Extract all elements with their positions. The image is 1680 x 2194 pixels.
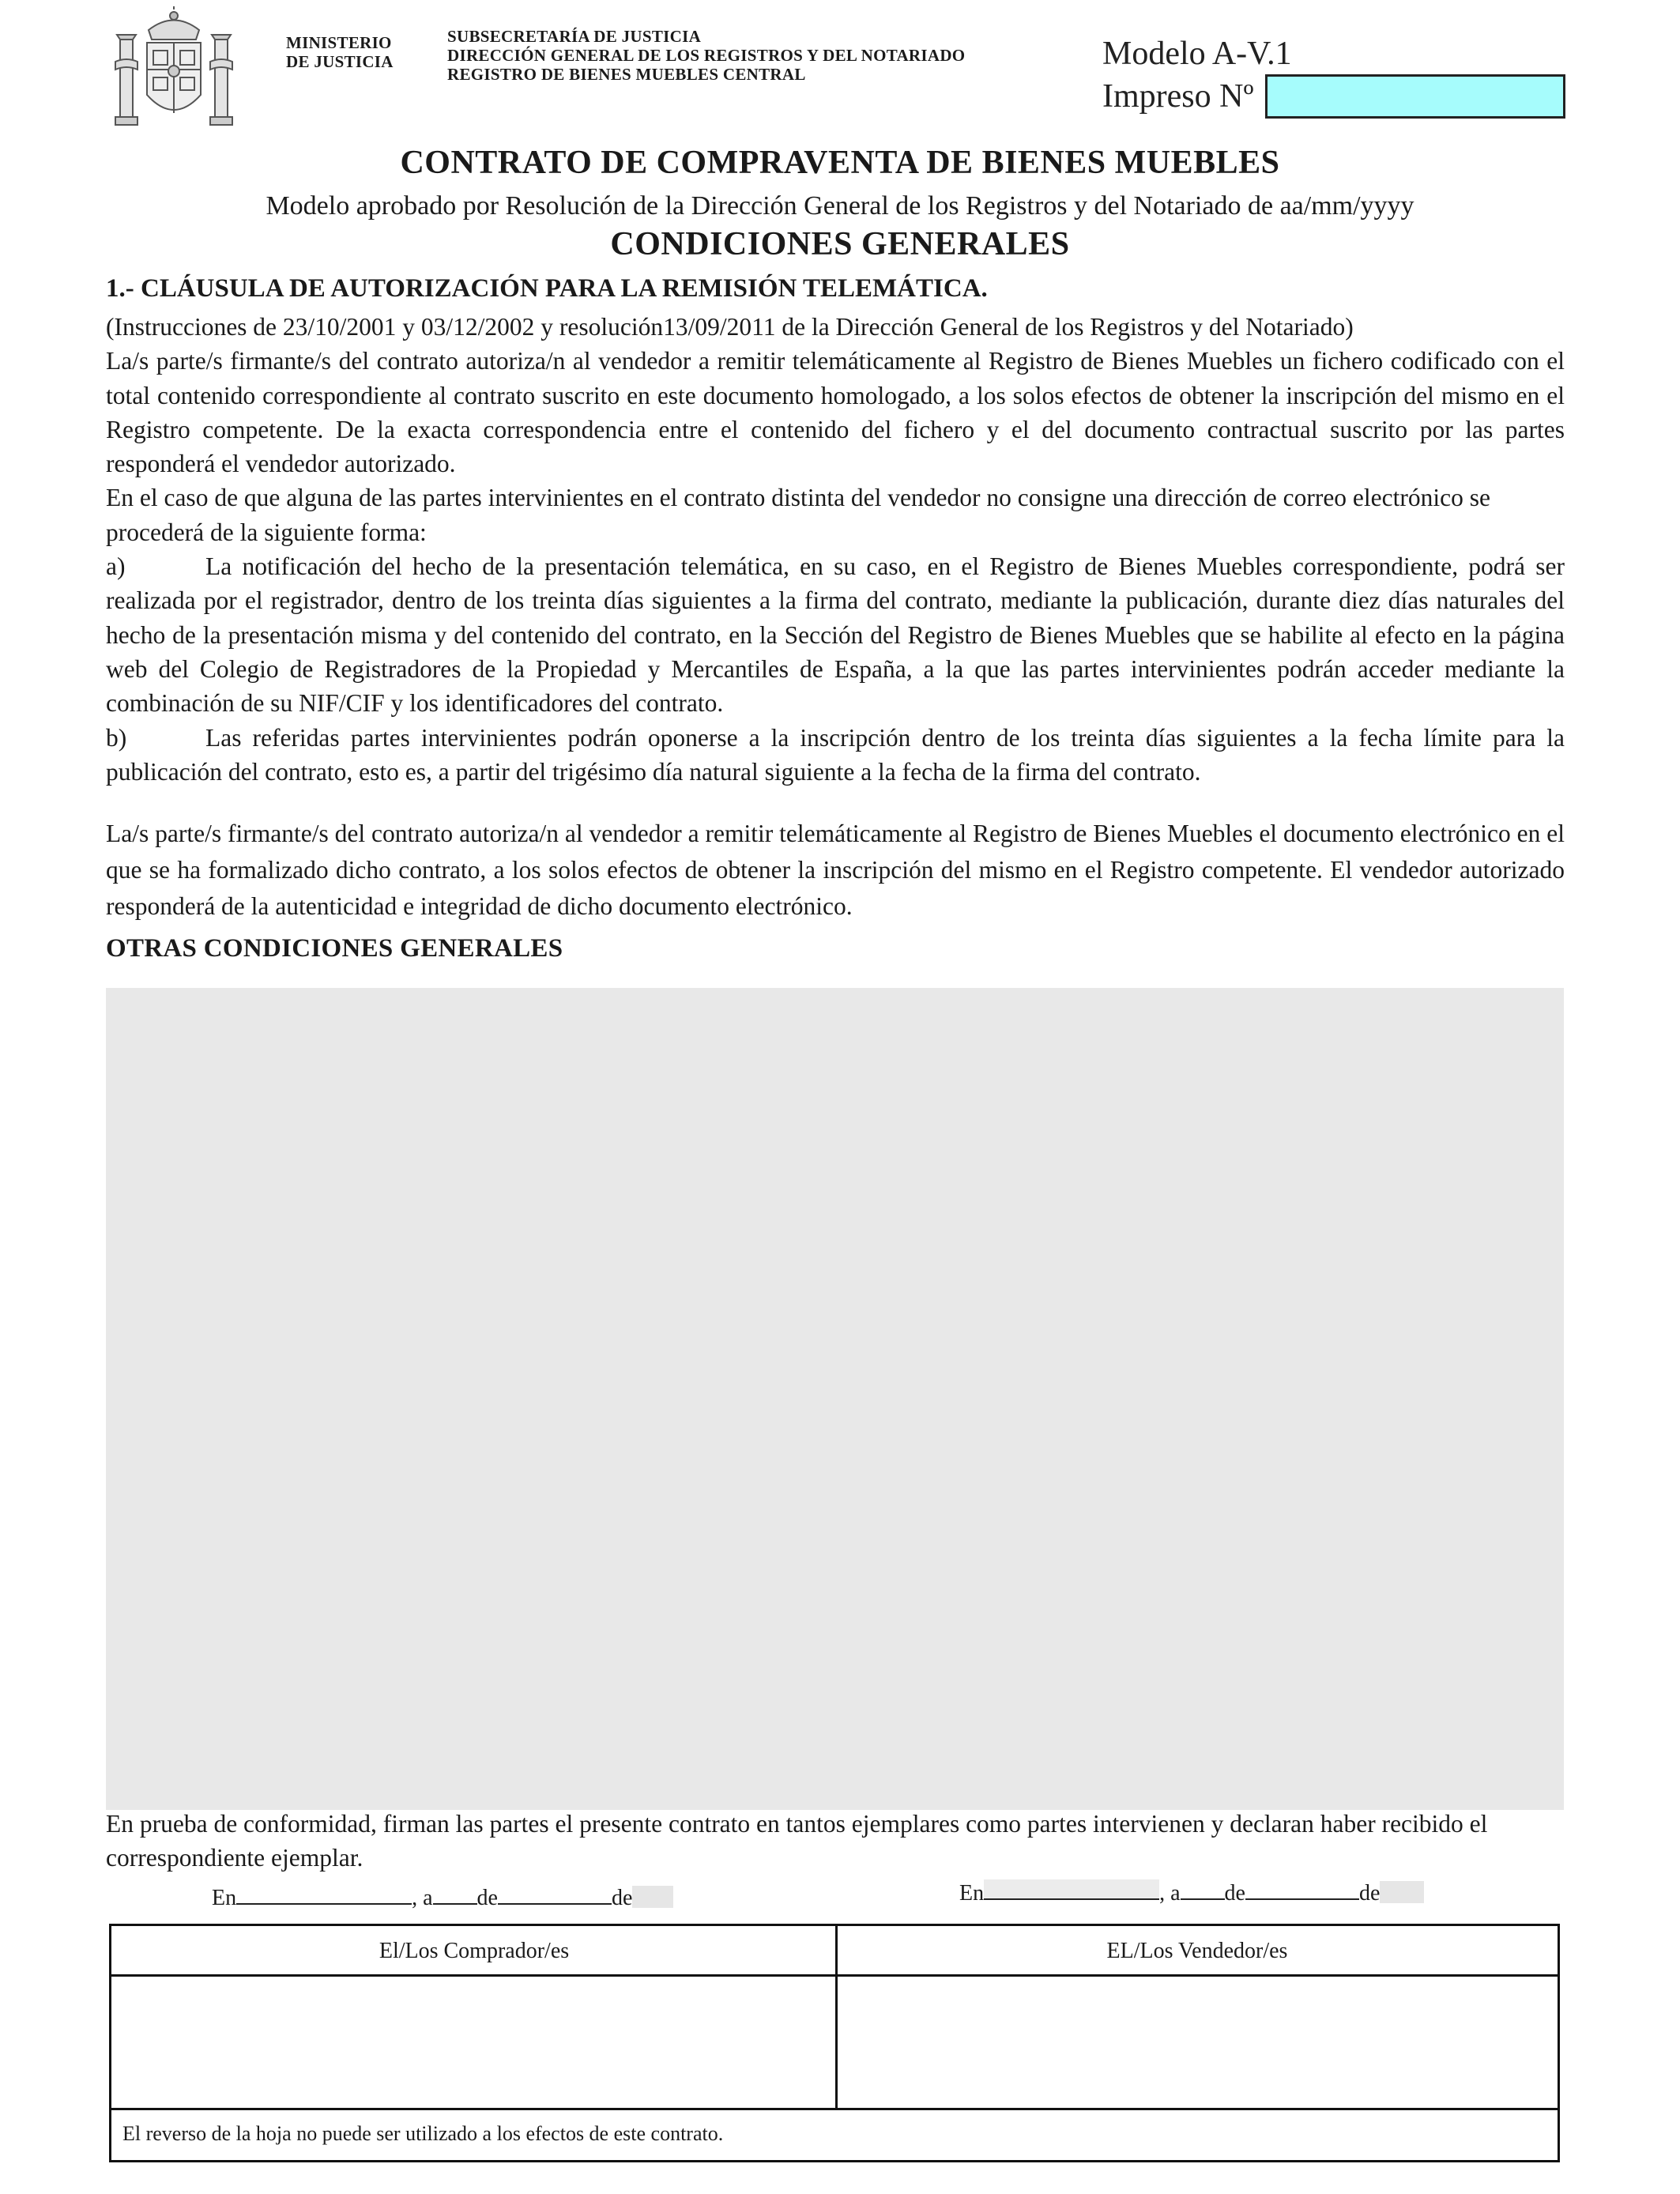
item-a-text: La notificación del hecho de la presentación telemática, en su caso, en el Registro de Bienes Muebles correspondiente, podrá ser realizada por el registrador, dentro de los treinta días siguientes a la firma del contrato, mediante la publicación, durante diez días naturales del hecho de la presentación misma y del contenido del contrato, en la Sección del Registro de Bienes Muebles que se habilite al efecto en la página web del Colegio de Registradores de la Propiedad y Mercantiles de España, a la que las partes intervinientes podrán acceder mediante la combinación de su NIF/CIF y los identificadores del contrato. [106, 552, 1565, 718]
seller-signature-field[interactable] [838, 1977, 1558, 2108]
buyer-place-date [212, 1884, 673, 1912]
buyer-signature-header: El/Los Comprador/es [111, 1926, 837, 1977]
electronic-document-paragraph: La/s parte/s firmante/s del contrato autoriza/n al vendedor a remitir telemáticamente al Registro de Bienes Muebles el documento electrónico en el que se ha formalizado dicho contrato, a los solos efectos de obtener la inscripción del mismo en el Registro competente. El vendedor autorizado responderá de la autenticidad e integridad de dicho documento electrónico. [106, 820, 1565, 920]
de-label: de [477, 1886, 498, 1910]
ministry-line-2: DE JUSTICIA [286, 52, 394, 71]
en-label: En [212, 1886, 237, 1910]
de-label-2: de [1358, 1881, 1381, 1906]
clause-1-instructions: (Instrucciones de 23/10/2001 y 03/12/2002 y resolución13/09/2011 de la Dirección General de los Registros y del Notariado) [106, 313, 1354, 341]
department-block [447, 27, 965, 84]
document-subtitle: Modelo aprobado por Resolución de la Dirección General de los Registros y del Notariado de aa/mm/yyyy [266, 191, 1414, 221]
other-conditions-heading: OTRAS CONDICIONES GENERALES [106, 934, 563, 963]
document-title: CONTRATO DE COMPRAVENTA DE BIENES MUEBLES [400, 145, 1280, 181]
reverse-notice: El reverso de la hoja no puede ser utilizado a los efectos de este contrato. [111, 2108, 1558, 2160]
form-number-field[interactable] [1265, 74, 1565, 119]
buyer-month-field[interactable] [498, 1884, 612, 1905]
other-conditions-field[interactable] [106, 988, 1564, 1810]
model-code: Modelo A-V.1 [1102, 36, 1292, 72]
spain-coat-of-arms-icon [111, 6, 237, 137]
direccion-general-line: DIRECCIÓN GENERAL DE LOS REGISTROS Y DEL NOTARIADO [447, 46, 966, 65]
seller-day-field[interactable] [1181, 1879, 1225, 1900]
clause-1-body [106, 310, 1565, 789]
ministry-name [286, 33, 394, 71]
seller-year-field[interactable] [1380, 1881, 1424, 1903]
general-conditions-heading: CONDICIONES GENERALES [610, 226, 1070, 262]
buyer-place-field[interactable] [236, 1884, 412, 1905]
en-label: En [959, 1881, 985, 1906]
ministry-line-1: MINISTERIO [286, 33, 392, 52]
buyer-year-field[interactable] [632, 1886, 673, 1908]
registro-line: REGISTRO DE BIENES MUEBLES CENTRAL [447, 65, 806, 84]
seller-signature-header: EL/Los Vendedor/es [837, 1926, 1558, 1977]
form-number-label: Impreso Nº [1102, 78, 1254, 115]
clause-1-heading: 1.- CLÁUSULA DE AUTORIZACIÓN PARA LA REMISIÓN TELEMÁTICA. [106, 274, 988, 303]
item-b-text: Las referidas partes intervinientes podrán oponerse a la inscripción dentro de los treinta días siguientes a la fecha límite para la publicación del contrato, esto es, a partir del trigésimo día natural siguiente a la fecha de la firma del contrato. [106, 723, 1565, 786]
signature-table [109, 1924, 1560, 2162]
buyer-signature-field[interactable] [111, 1977, 835, 2108]
seller-month-field[interactable] [1245, 1879, 1359, 1900]
item-b-label: b) [106, 723, 127, 752]
de-label: de [1224, 1881, 1245, 1906]
clause-1-authorization: La/s parte/s firmante/s del contrato autoriza/n al vendedor a remitir telemáticamente al Registro de Bienes Muebles un fichero codificado con el total contenido correspondiente al contrato suscrito en este documento homologado, a los solos efectos de obtener la inscripción del mismo en el Registro competente. De la exacta correspondencia entre el contenido del fichero y el del documento contractual suscrito por las partes responderá el vendedor autorizado. [106, 347, 1565, 478]
seller-place-field[interactable] [984, 1879, 1159, 1900]
de-label-2: de [611, 1886, 633, 1910]
comma-a-label: , a [412, 1886, 433, 1910]
buyer-day-field[interactable] [433, 1884, 477, 1905]
clause-1-email-intro: En el caso de que alguna de las partes intervinientes en el contrato distinta del vendedor no consigne una dirección de correo electrónico se procederá de la siguiente forma: [106, 484, 1490, 546]
subsecretaria-line: SUBSECRETARÍA DE JUSTICIA [447, 27, 702, 46]
comma-a-label: , a [1159, 1881, 1181, 1906]
seller-place-date [959, 1879, 1424, 1907]
clause-1-item-b [106, 721, 1565, 790]
item-a-label: a) [106, 552, 126, 581]
conformity-statement: En prueba de conformidad, firman las partes el presente contrato en tantos ejemplares como partes intervienen y declaran haber recibido el correspondiente ejemplar. [106, 1810, 1488, 1872]
clause-1-item-a [106, 549, 1565, 720]
